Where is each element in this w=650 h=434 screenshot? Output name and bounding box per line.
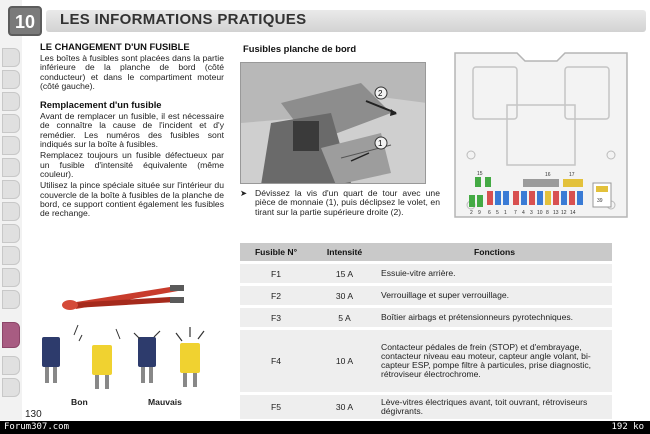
- function-cell: Boîtier airbags et prétensionneurs pyrotechniques.: [377, 308, 612, 327]
- dashboard-fuse-photo: [240, 62, 426, 184]
- section-title: Remplacement d'un fusible: [40, 99, 162, 111]
- tweezer-icon: [62, 285, 184, 310]
- bad-fuse-icon: [176, 327, 204, 387]
- fuse-number: 13: [553, 210, 559, 216]
- amperage-cell: 10 A: [312, 330, 377, 392]
- paragraph: Utilisez la pince spéciale située sur l'intérieur du couvercle de la boîte à fusibles de la planche de bord, ce support contient également les fusibles de rechange.: [40, 180, 224, 219]
- callout-number: 1: [378, 139, 383, 148]
- good-fuse-icon: [92, 345, 112, 389]
- table-row: [240, 264, 612, 283]
- good-fuse-icon: [42, 337, 60, 383]
- table-row: [240, 308, 612, 327]
- paragraph: Remplacez toujours un fusible défectueux par un fusible d'intensité équivalente (même couleur).: [40, 150, 224, 179]
- chapter-tab[interactable]: [2, 378, 20, 397]
- function-cell: Contacteur pédales de frein (STOP) et d'embrayage, contacteur niveau eau moteur, capteur angle volant, bi-capteur ESP, pompe filtre à particules, prise diagnostic, rétroviseur électrochrome.: [377, 330, 612, 392]
- chapter-badge: [8, 6, 42, 36]
- chapter-tabs: [0, 0, 22, 420]
- fuse-number: 15: [477, 171, 483, 177]
- arrow-icon: ➤: [240, 188, 248, 198]
- chapter-tab[interactable]: [2, 268, 20, 287]
- fuse-box-diagram: [447, 45, 635, 225]
- amperage-cell: 5 A: [312, 308, 377, 327]
- chapter-tab[interactable]: [2, 290, 20, 309]
- fuse-number: 4: [522, 210, 525, 216]
- section-title: Fusibles planche de bord: [243, 43, 357, 54]
- fuse-number: 1: [504, 210, 507, 216]
- instruction-step: [240, 189, 440, 217]
- instruction-text: Dévissez la vis d'un quart de tour avec une pièce de monnaie (1), puis déclipsez le volet, en tirant sur la partie supérieure droite (2).: [255, 188, 440, 217]
- function-cell: Verrouillage et super verrouillage.: [377, 286, 612, 305]
- chapter-tab[interactable]: [2, 356, 20, 375]
- function-cell: Essuie-vitre arrière.: [377, 264, 612, 283]
- table-header-row: [240, 243, 612, 261]
- chapter-tab[interactable]: [2, 180, 20, 199]
- fuse-number: 7: [514, 210, 517, 216]
- chapter-tab[interactable]: [2, 92, 20, 111]
- chapter-tab[interactable]: [2, 246, 20, 265]
- fuse-number-cell: F3: [240, 308, 312, 327]
- good-label: Bon: [71, 397, 88, 407]
- fuse-number-cell: F4: [240, 330, 312, 392]
- chapter-tab[interactable]: [2, 70, 20, 89]
- chapter-number: 10: [14, 12, 36, 32]
- fuse-number: 14: [570, 210, 576, 216]
- chapter-tab-active[interactable]: [2, 322, 20, 348]
- fuse-tweezer-illustration: [30, 275, 235, 395]
- fuse-number-cell: F1: [240, 264, 312, 283]
- fuse-number-cell: F2: [240, 286, 312, 305]
- fuse-number: 16: [545, 172, 551, 178]
- paragraph: Les boîtes à fusibles sont placées dans la partie inférieure de la planche de bord (côté conducteur) et dans le compartiment moteur (côté gauche).: [40, 53, 224, 91]
- fuse-number: 39: [597, 198, 603, 204]
- chapter-tab[interactable]: [2, 202, 20, 221]
- fuse-number: 8: [546, 210, 549, 216]
- footer-site[interactable]: Forum307.com: [4, 422, 70, 432]
- chapter-tab[interactable]: [2, 48, 20, 67]
- amperage-cell: 30 A: [312, 395, 377, 419]
- table-row: [240, 286, 612, 305]
- footer-bar: [0, 421, 650, 434]
- fuse-number: 17: [569, 172, 575, 178]
- fuse-table: [240, 240, 612, 422]
- table-row: [240, 330, 612, 392]
- page-number: 130: [25, 409, 42, 420]
- fuse-number: 10: [537, 210, 543, 216]
- paragraph: Avant de remplacer un fusible, il est nécessaire de connaître la cause de l'incident et d'y remédier. Les numéros des fusibles sont indiqués sur la boîte à fusibles.: [40, 111, 224, 150]
- column-header: Fusible N°: [240, 243, 312, 261]
- bad-label: Mauvais: [148, 397, 182, 407]
- fuse-number: 5: [496, 210, 499, 216]
- bad-fuse-icon: [134, 331, 160, 383]
- column-header: Intensité: [312, 243, 377, 261]
- fuse-number: 12: [561, 210, 567, 216]
- chapter-tab[interactable]: [2, 114, 20, 133]
- footer-size: 192 ko: [611, 422, 644, 432]
- chapter-tab[interactable]: [2, 136, 20, 155]
- left-column: [40, 42, 224, 218]
- fuse-number: 9: [478, 210, 481, 216]
- amperage-cell: 15 A: [312, 264, 377, 283]
- column-header: Fonctions: [377, 243, 612, 261]
- fuse-number-cell: F5: [240, 395, 312, 419]
- section-title: LE CHANGEMENT D'UN FUSIBLE: [40, 41, 190, 52]
- fuse-number: 3: [530, 210, 533, 216]
- fuse-number: 6: [488, 210, 491, 216]
- fuse-number: 2: [470, 210, 473, 216]
- chapter-tab[interactable]: [2, 158, 20, 177]
- table-row: [240, 395, 612, 419]
- chapter-tab[interactable]: [2, 224, 20, 243]
- page-title: LES INFORMATIONS PRATIQUES: [60, 11, 307, 28]
- function-cell: Lève-vitres électriques avant, toit ouvrant, rétroviseurs dégivrants.: [377, 395, 612, 419]
- amperage-cell: 30 A: [312, 286, 377, 305]
- callout-number: 2: [378, 89, 383, 98]
